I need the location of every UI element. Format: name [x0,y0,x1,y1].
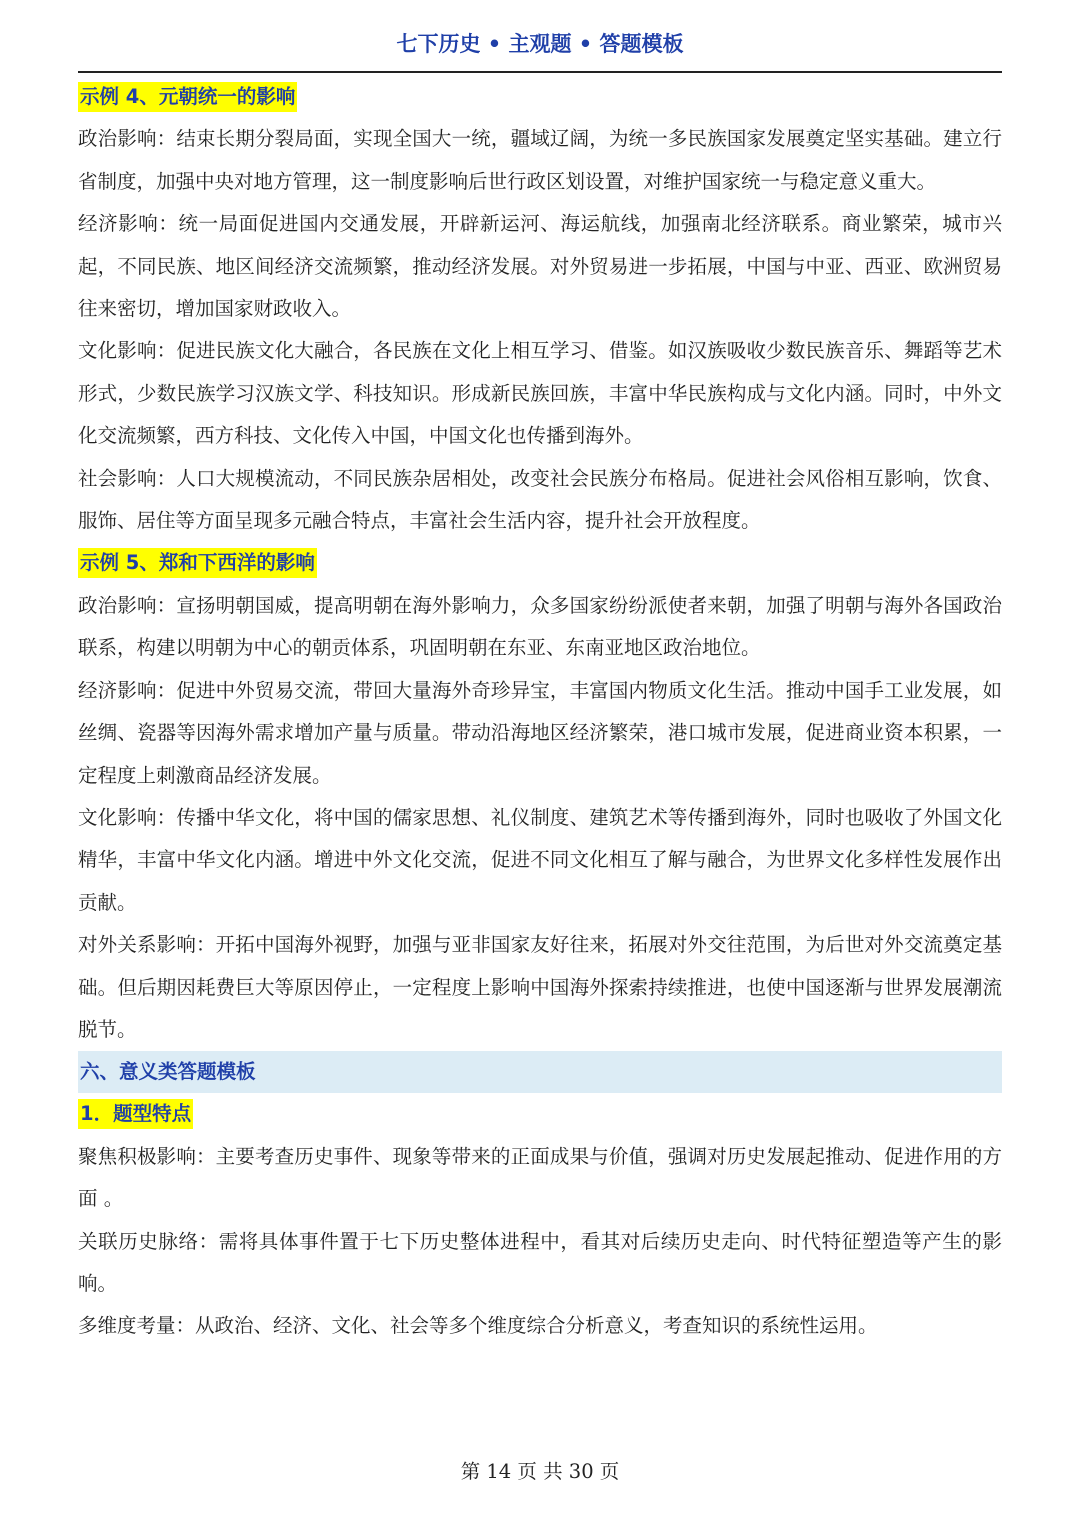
header-divider [78,71,1002,73]
page-header-title: 七下历史 • 主观题 • 答题模板 [396,32,684,56]
page-number-footer: 第 14 页 共 30 页 [460,1460,620,1483]
document-body [78,76,1002,1348]
section-heading-bar: 六、意义类答题模板 [78,1051,1002,1093]
subsection-title-row [78,1093,1002,1135]
paragraph: 关联历史脉络：需将具体事件置于七下历史整体进程中，看其对后续历史走向、时代特征塑造等产生的影响。 [78,1229,1002,1295]
paragraph: 经济影响：促进中外贸易交流，带回大量海外奇珍异宝，丰富国内物质文化生活。推动中国手工业发展，如丝绸、瓷器等因海外需求增加产量与质量。带动沿海地区经济繁荣，港口城市发展，促进商业资本积累，一定程度上刺激商品经济发展。 [78,678,1002,787]
paragraph: 经济影响：统一局面促进国内交通发展，开辟新运河、海运航线，加强南北经济联系。商业繁荣，城市兴起，不同民族、地区间经济交流频繁，推动经济发展。对外贸易进一步拓展，中国与中亚、西亚、欧洲贸易往来密切，增加国家财政收入。 [78,212,1002,321]
subsection-title: 1．题型特点 [78,1099,193,1129]
example-title: 示例 4、元朝统一的影响 [78,82,297,112]
paragraph: 多维度考量：从政治、经济、文化、社会等多个维度综合分析意义，考查知识的系统性运用。 [78,1314,878,1338]
paragraph: 社会影响：人口大规模流动，不同民族杂居相处，改变社会民族分布格局。促进社会风俗相互影响，饮食、服饰、居住等方面呈现多元融合特点，丰富社会生活内容，提升社会开放程度。 [78,466,1002,533]
paragraph: 文化影响：传播中华文化，将中国的儒家思想、礼仪制度、建筑艺术等传播到海外，同时也吸收了外国文化精华，丰富中华文化内涵。增进中外文化交流，促进不同文化相互了解与融合，为世界文化多样性发展作出贡献。 [78,805,1002,914]
paragraph: 文化影响：促进民族文化大融合，各民族在文化上相互学习、借鉴。如汉族吸收少数民族音乐、舞蹈等艺术形式，少数民族学习汉族文学、科技知识。形成新民族回族，丰富中华民族构成与文化内涵。同时，中外文化交流频繁，西方科技、文化传入中国，中国文化也传播到海外。 [78,339,1002,448]
example-4-title-row [78,76,1002,118]
paragraph: 政治影响：宣扬明朝国威，提高明朝在海外影响力，众多国家纷纷派使者来朝，加强了明朝与海外各国政治联系，构建以明朝为中心的朝贡体系，巩固明朝在东亚、东南亚地区政治地位。 [78,593,1002,660]
paragraph: 对外关系影响：开拓中国海外视野，加强与亚非国家友好往来，拓展对外交往范围，为后世对外交流奠定基础。但后期因耗费巨大等原因停止，一定程度上影响中国海外探索持续推进，也使中国逐渐与世界发展潮流脱节。 [78,933,1002,1041]
paragraph: 政治影响：结束长期分裂局面，实现全国大一统，疆域辽阔，为统一多民族国家发展奠定坚实基础。建立行省制度，加强中央对地方管理，这一制度影响后世行政区划设置，对维护国家统一与稳定意义重大。 [78,127,1002,193]
paragraph: 聚焦积极影响：主要考查历史事件、现象等带来的正面成果与价值，强调对历史发展起推动、促进作用的方面 。 [78,1144,1002,1211]
example-title: 示例 5、郑和下西洋的影响 [78,548,317,578]
example-5-title-row [78,542,1002,584]
